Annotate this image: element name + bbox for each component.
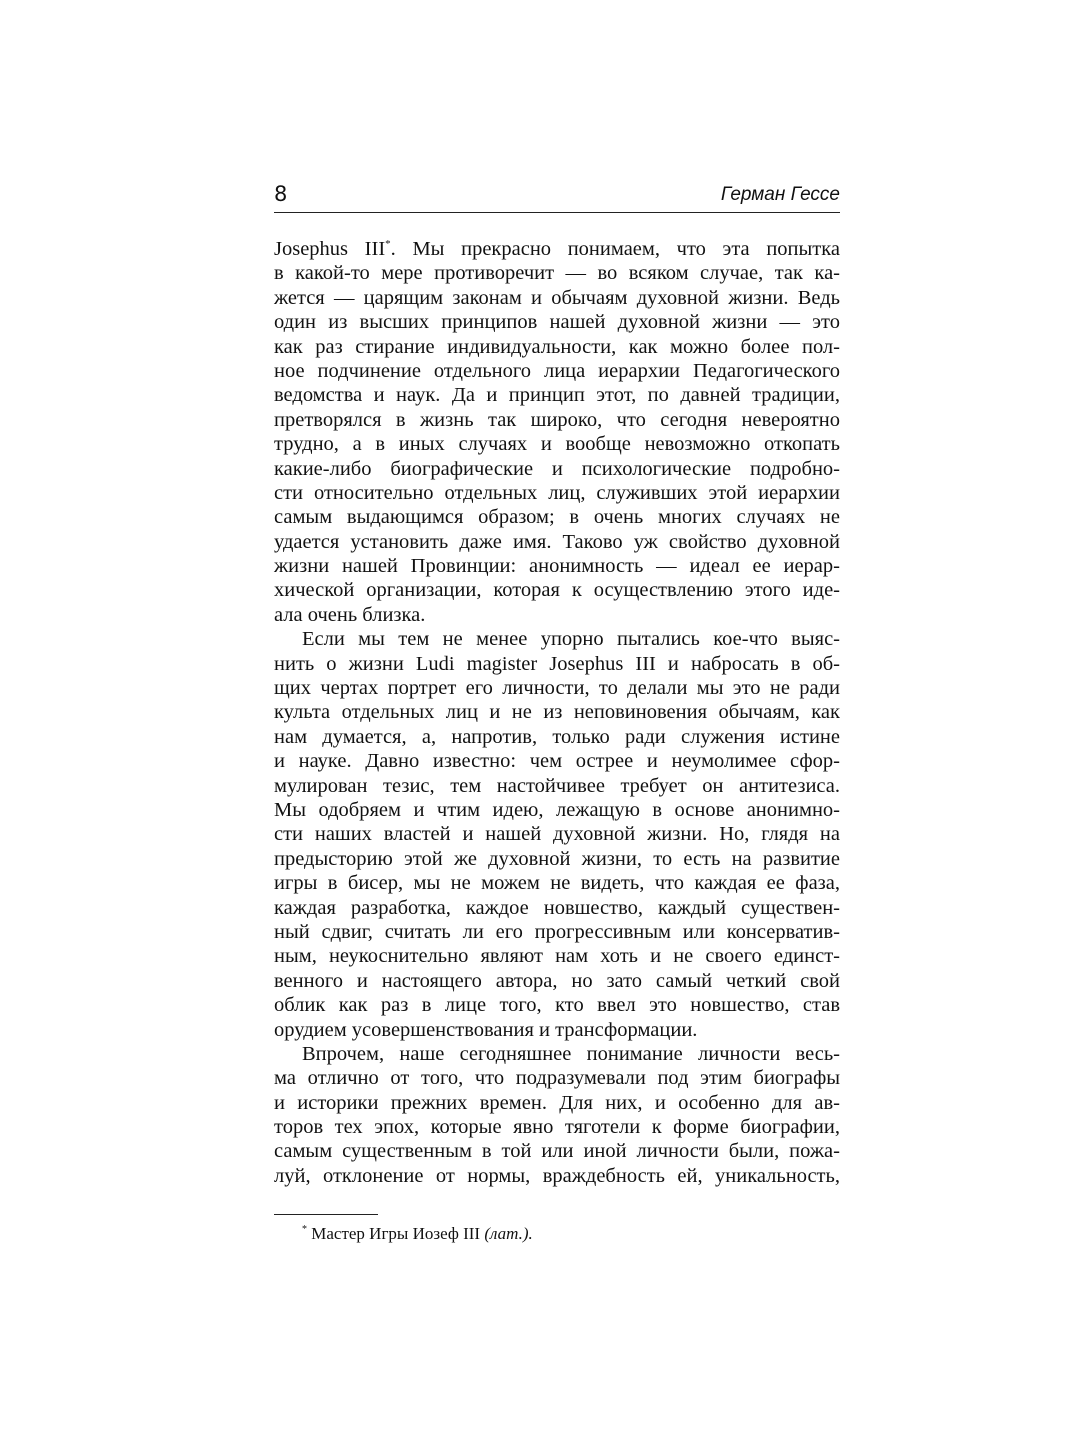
text-line: самым выдающимся образом; в очень многих случаях не (274, 506, 840, 529)
text-line: орудием усовершенствования и трансформации. (274, 1018, 698, 1041)
footnote-note: (лат.). (484, 1224, 533, 1244)
running-title: Герман Гессе (720, 184, 840, 205)
text-line: претворялся в жизнь так широко, что сегодня невероятно (274, 408, 840, 431)
text-line: ный сдвиг, считать ли его прогрессивным или консерватив- (274, 920, 840, 943)
text-line: как раз стирание индивидуальности, как можно более пол- (274, 335, 840, 358)
text-line: культа отдельных лиц и не из неповиновения обычаям, как (274, 701, 840, 724)
text-line: предысторию этой же духовной жизни, то есть на развитие (274, 847, 840, 870)
text-line: облик как раз в лице того, кто ввел это новшество, став (274, 994, 840, 1017)
text-line: ведомства и наук. Да и принцип этот, по давней традиции, (274, 384, 840, 407)
text-line: хической организации, которая к осуществлению этого иде- (274, 579, 840, 602)
text-line: один из высших принципов нашей духовной жизни — это (274, 311, 840, 334)
text-line: самым существенным в той или иной личности были, пожа- (274, 1140, 840, 1163)
text-line: в какой-то мере противоречит — во всяком случае, так ка- (274, 262, 840, 285)
text-line: щих чертах портрет его личности, то делали мы это не ради (274, 677, 840, 700)
text-line: сти наших властей и нашей духовной жизни. Но, глядя на (274, 823, 840, 846)
text-line: венного и настоящего автора, но зато самый четкий свой (274, 969, 840, 992)
text-line: ное подчинение отдельного лица иерархии Педагогического (274, 359, 840, 382)
text-line: Если мы тем не менее упорно пытались кое-что выяс- (302, 628, 840, 651)
page-number: 8 (274, 182, 288, 206)
text-line: какие-либо биографические и психологические подробно- (274, 457, 840, 480)
text-line: и науке. Давно известно: чем острее и неумолимее сфор- (274, 750, 840, 773)
footnote-marker: * (302, 1224, 307, 1236)
text-line: ала очень близка. (274, 603, 426, 626)
text-line: трудно, а в иных случаях и вообще невозможно откопать (274, 433, 840, 456)
text-line: жется — царящим законам и обычаям духовной жизни. Ведь (274, 286, 840, 309)
text-line: Мы одобряем и чтим идею, лежащую в основе анонимно- (274, 798, 840, 821)
text-line: жизни нашей Провинции: анонимность — идеал ее иерар- (274, 555, 840, 578)
text-line: каждая разработка, каждое новшество, каждый существен- (274, 896, 840, 919)
body-text (274, 237, 840, 1188)
text-line: Josephus III*. Мы прекрасно понимаем, что эта попытка (274, 238, 840, 260)
text-line: и историки прежних времен. Для них, и особенно для ав- (274, 1091, 840, 1114)
footnote-divider (274, 1214, 378, 1215)
text-line: сти относительно отдельных лиц, служивших этой иерархии (274, 481, 840, 504)
text-line: ным, неукоснительно являют нам хоть и не своего единст- (274, 945, 840, 968)
text-line: игры в бисер, мы не можем не видеть, что каждая ее фаза, (274, 872, 840, 895)
text-line: нить о жизни Ludi magister Josephus III и набросать в об- (274, 652, 840, 675)
text-line: торов тех эпох, которые явно тяготели к форме биографии, (274, 1116, 840, 1139)
text-line: мулирован тезис, тем настойчивее требует он антитезиса. (274, 774, 840, 797)
page-header (274, 180, 840, 213)
footnote-text: Мастер Игры Иозеф III (307, 1224, 485, 1244)
text-line: Впрочем, наше сегодняшнее понимание личности весь- (302, 1042, 840, 1065)
text-line: луй, отклонение от нормы, враждебность ей, уникальность, (274, 1164, 840, 1187)
footnote-marker: * (385, 238, 391, 250)
footnote (274, 1223, 840, 1245)
text-line: удается установить даже имя. Таково уж свойство духовной (274, 530, 840, 553)
book-page (274, 180, 840, 1245)
text-line: ма отлично от того, что подразумевали под этим биографы (274, 1067, 840, 1090)
text-line: нам думается, а, напротив, только ради служения истине (274, 725, 840, 748)
